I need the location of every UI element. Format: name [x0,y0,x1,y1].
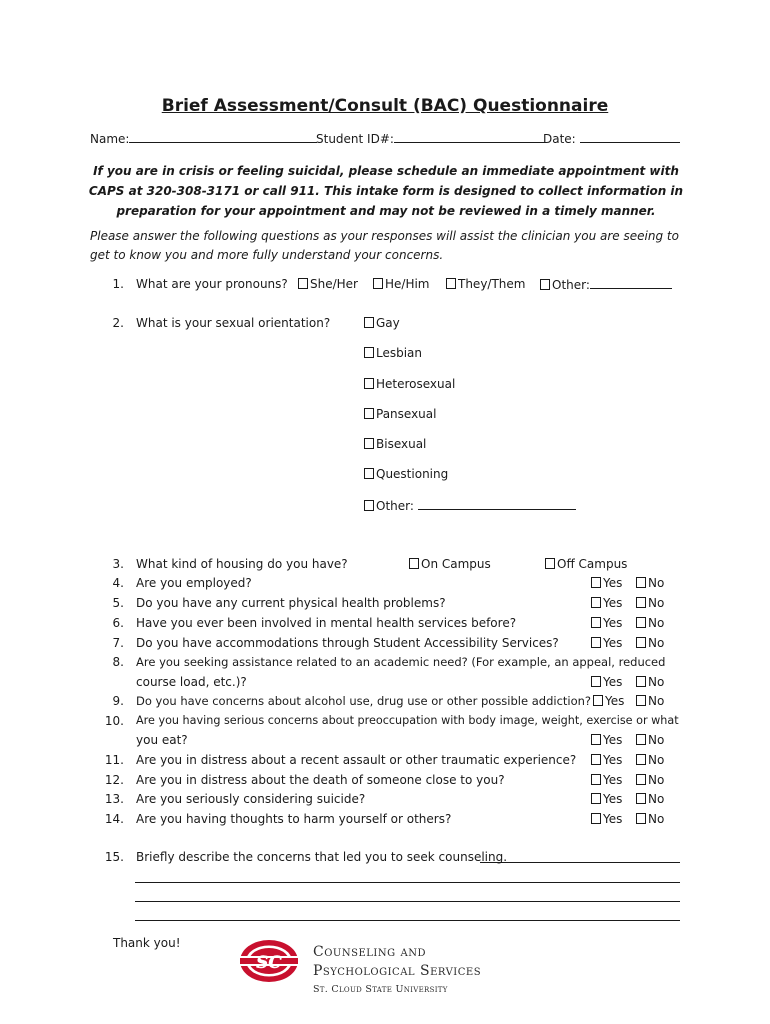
q7-number: 7. [112,636,124,650]
checkbox-icon[interactable] [540,279,550,290]
q1-text: What are your pronouns? [136,277,288,291]
q13-yes[interactable]: Yes [591,792,622,806]
q1-option-she[interactable]: She/Her [298,277,358,291]
q6-number: 6. [112,616,124,630]
q3-text: What kind of housing do you have? [136,557,348,571]
checkbox-icon[interactable] [636,637,646,648]
checkbox-icon[interactable] [636,774,646,785]
checkbox-icon[interactable] [364,378,374,389]
q5-yes[interactable]: Yes [591,596,622,610]
name-field[interactable] [90,131,317,146]
scsu-logo-mark [238,938,300,984]
checkbox-icon[interactable] [636,813,646,824]
q9-text: Do you have concerns about alcohol use, drug use or other possible addiction? [136,694,592,708]
q14-number: 14. [104,812,124,826]
student-id-blank[interactable] [394,131,546,143]
q14-yes[interactable]: Yes [591,812,622,826]
closing-text: Thank you! [113,936,181,950]
q8-no[interactable]: No [636,675,664,689]
checkbox-icon[interactable] [591,793,601,804]
q12-text: Are you in distress about the death of someone close to you? [136,773,505,787]
date-field[interactable] [543,131,680,146]
checkbox-icon[interactable] [591,676,601,687]
q1-option-he[interactable]: He/Him [373,277,430,291]
checkbox-icon[interactable] [591,734,601,745]
checkbox-icon[interactable] [364,500,374,511]
q2-option-pansexual[interactable]: Pansexual [364,407,436,421]
crisis-notice: If you are in crisis or feeling suicidal, please schedule an immediate appointment with CAPS at 320-308-3171 or call 911. This intake form is designed to collect information in preparation for your appointment and may not be reviewed in a timely manner. [88,164,684,218]
q5-text: Do you have any current physical health problems? [136,596,446,610]
scsu-monogram-icon [238,938,300,984]
q12-no[interactable]: No [636,773,664,787]
q10-no[interactable]: No [636,733,664,747]
q9-number: 9. [112,694,124,708]
q5-number: 5. [112,596,124,610]
checkbox-icon[interactable] [636,676,646,687]
checkbox-icon[interactable] [446,278,456,289]
checkbox-icon[interactable] [591,754,601,765]
q15-text: Briefly describe the concerns that led you to seek counseling. [136,850,508,864]
q10-number: 10. [104,714,124,728]
q1-option-they[interactable]: They/Them [446,277,525,291]
logo-line-2: Psychological Services [313,963,482,979]
q7-no[interactable]: No [636,636,664,650]
q13-number: 13. [104,792,124,806]
q2-text: What is your sexual orientation? [136,316,331,330]
q2-number: 2. [112,316,124,330]
checkbox-icon[interactable] [364,468,374,479]
page-title: Brief Assessment/Consult (BAC) Questionnaire [161,96,609,116]
q7-yes[interactable]: Yes [591,636,622,650]
q10-text-cont: you eat? [136,733,188,747]
q12-number: 12. [104,773,124,787]
checkbox-icon[interactable] [591,617,601,628]
logo-line-3: St. Cloud State University [313,984,448,995]
q8-text-cont: course load, etc.)? [136,675,247,689]
q14-text: Are you having thoughts to harm yourself or others? [136,812,452,826]
checkbox-icon[interactable] [364,317,374,328]
q4-number: 4. [112,576,124,590]
checkbox-icon[interactable] [636,734,646,745]
logo-line-1: Counseling and [313,944,427,960]
name-blank[interactable] [129,131,317,143]
q10-text: Are you having serious concerns about preoccupation with body image, weight, exercise or what [136,714,679,727]
checkbox-icon[interactable] [373,278,383,289]
date-blank[interactable] [580,131,680,143]
q7-text: Do you have accommodations through Student Accessibility Services? [136,636,559,650]
logo-monogram: SC [256,953,282,973]
q9-no[interactable]: No [636,694,664,708]
q8-number: 8. [112,655,124,669]
q10-yes[interactable]: Yes [591,733,622,747]
q15-answer-line-3[interactable] [135,901,680,902]
checkbox-icon[interactable] [636,577,646,588]
q4-yes[interactable]: Yes [591,576,622,590]
q15-answer-line-1[interactable] [480,862,680,863]
q13-no[interactable]: No [636,792,664,806]
checkbox-icon[interactable] [591,774,601,785]
checkbox-icon[interactable] [591,597,601,608]
q1-option-other[interactable]: Other: [540,277,672,292]
checkbox-icon[interactable] [591,637,601,648]
q11-number: 11. [104,753,124,767]
checkbox-icon[interactable] [298,278,308,289]
q1-number: 1. [112,277,124,291]
q15-answer-line-4[interactable] [135,920,680,921]
q6-yes[interactable]: Yes [591,616,622,630]
q4-no[interactable]: No [636,576,664,590]
q9-yes[interactable]: Yes [593,694,624,708]
checkbox-icon[interactable] [409,558,419,569]
q8-yes[interactable]: Yes [591,675,622,689]
q12-yes[interactable]: Yes [591,773,622,787]
checkbox-icon[interactable] [593,695,603,706]
q11-text: Are you in distress about a recent assault or other traumatic experience? [136,753,577,767]
checkbox-icon[interactable] [636,597,646,608]
q2-option-questioning[interactable]: Questioning [364,467,448,481]
q2-option-lesbian[interactable]: Lesbian [364,346,422,360]
q2-option-bisexual[interactable]: Bisexual [364,437,426,451]
checkbox-icon[interactable] [636,754,646,765]
q5-no[interactable]: No [636,596,664,610]
checkbox-icon[interactable] [364,347,374,358]
q14-no[interactable]: No [636,812,664,826]
checkbox-icon[interactable] [636,793,646,804]
q3-option-off-campus[interactable]: Off Campus [545,557,627,571]
q4-text: Are you employed? [136,576,252,590]
checkbox-icon[interactable] [364,408,374,419]
q11-yes[interactable]: Yes [591,753,622,767]
checkbox-icon[interactable] [591,577,601,588]
checkbox-icon[interactable] [636,617,646,628]
q2-option-heterosexual[interactable]: Heterosexual [364,377,455,391]
student-id-label: Student ID#: [316,132,394,146]
q3-number: 3. [112,557,124,571]
q13-text: Are you seriously considering suicide? [136,792,366,806]
checkbox-icon[interactable] [545,558,555,569]
q2-option-gay[interactable]: Gay [364,316,400,330]
checkbox-icon[interactable] [364,438,374,449]
checkbox-icon[interactable] [636,695,646,706]
q3-option-on-campus[interactable]: On Campus [409,557,491,571]
date-label: Date: [543,132,576,146]
q1-other-blank[interactable] [590,277,672,289]
q15-answer-line-2[interactable] [135,882,680,883]
q6-text: Have you ever been involved in mental health services before? [136,616,517,630]
q11-no[interactable]: No [636,753,664,767]
q2-option-other[interactable]: Other: [364,498,576,513]
q8-text: Are you seeking assistance related to an academic need? (For example, an appeal, reduced [136,655,666,669]
student-id-field[interactable] [316,131,546,146]
name-label: Name: [90,132,130,146]
checkbox-icon[interactable] [591,813,601,824]
q15-number: 15. [104,850,124,864]
q2-other-blank[interactable] [418,498,576,510]
q6-no[interactable]: No [636,616,664,630]
intro-text: Please answer the following questions as your responses will assist the clinician you are seeing to get to know you and more fully understand your concerns. [90,229,679,262]
